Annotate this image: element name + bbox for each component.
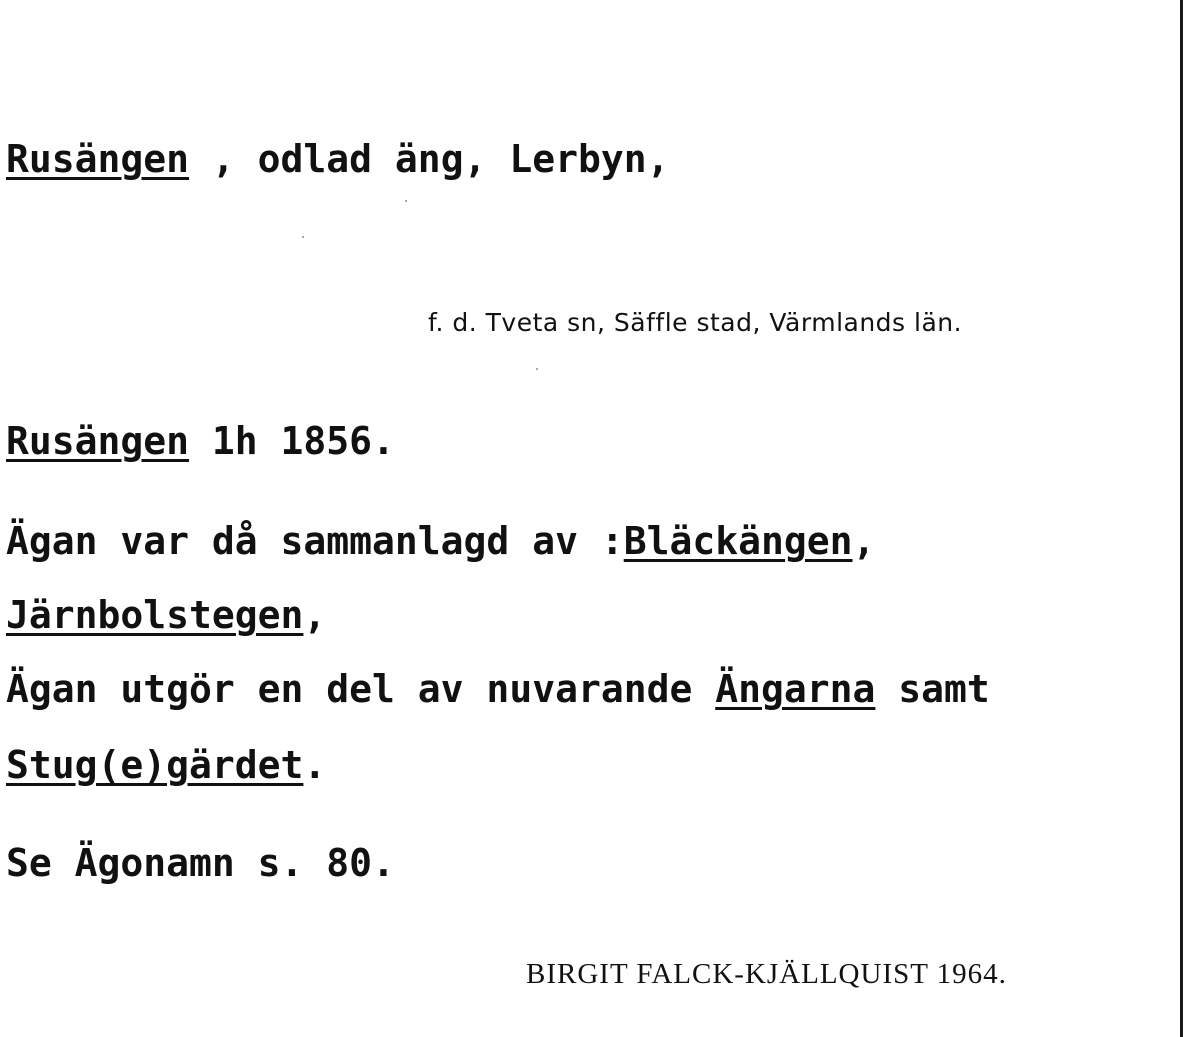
body-line-2-end: , bbox=[303, 593, 327, 637]
body-line-2-placename: Järnbolstegen bbox=[6, 593, 304, 637]
body-line-3-end: samt bbox=[875, 667, 990, 711]
location-line: f. d. Tveta sn, Säffle stad, Värmlands län. bbox=[428, 308, 963, 337]
body-line-1 bbox=[6, 519, 876, 563]
body-line-4-end: . bbox=[303, 743, 327, 787]
body-line-1-text: Ägan var då sammanlagd av : bbox=[6, 519, 624, 563]
body-line-1-placename: Bläckängen bbox=[623, 519, 853, 563]
paper-speck bbox=[536, 368, 538, 370]
paper-speck bbox=[405, 200, 407, 202]
heading-description: , odlad äng, Lerbyn, bbox=[189, 137, 670, 181]
signature: BIRGIT FALCK-KJÄLLQUIST 1964. bbox=[526, 958, 1007, 990]
reference-line: Se Ägonamn s. 80. bbox=[6, 841, 395, 885]
body-line-3-text: Ägan utgör en del av nuvarande bbox=[6, 667, 716, 711]
body-line-1-end: , bbox=[852, 519, 876, 563]
record-year: 1h 1856. bbox=[189, 419, 395, 463]
paper-speck bbox=[302, 236, 304, 238]
heading-line bbox=[6, 137, 670, 181]
record-placename: Rusängen bbox=[6, 419, 190, 463]
body-line-3 bbox=[6, 667, 990, 711]
body-line-4-placename: Stug(e)gärdet bbox=[6, 743, 304, 787]
body-line-4 bbox=[6, 743, 327, 787]
heading-placename: Rusängen bbox=[6, 137, 190, 181]
body-line-3-placename: Ängarna bbox=[715, 667, 876, 711]
record-line bbox=[6, 419, 395, 463]
card-edge-line bbox=[1180, 0, 1183, 1037]
body-line-2 bbox=[6, 593, 327, 637]
